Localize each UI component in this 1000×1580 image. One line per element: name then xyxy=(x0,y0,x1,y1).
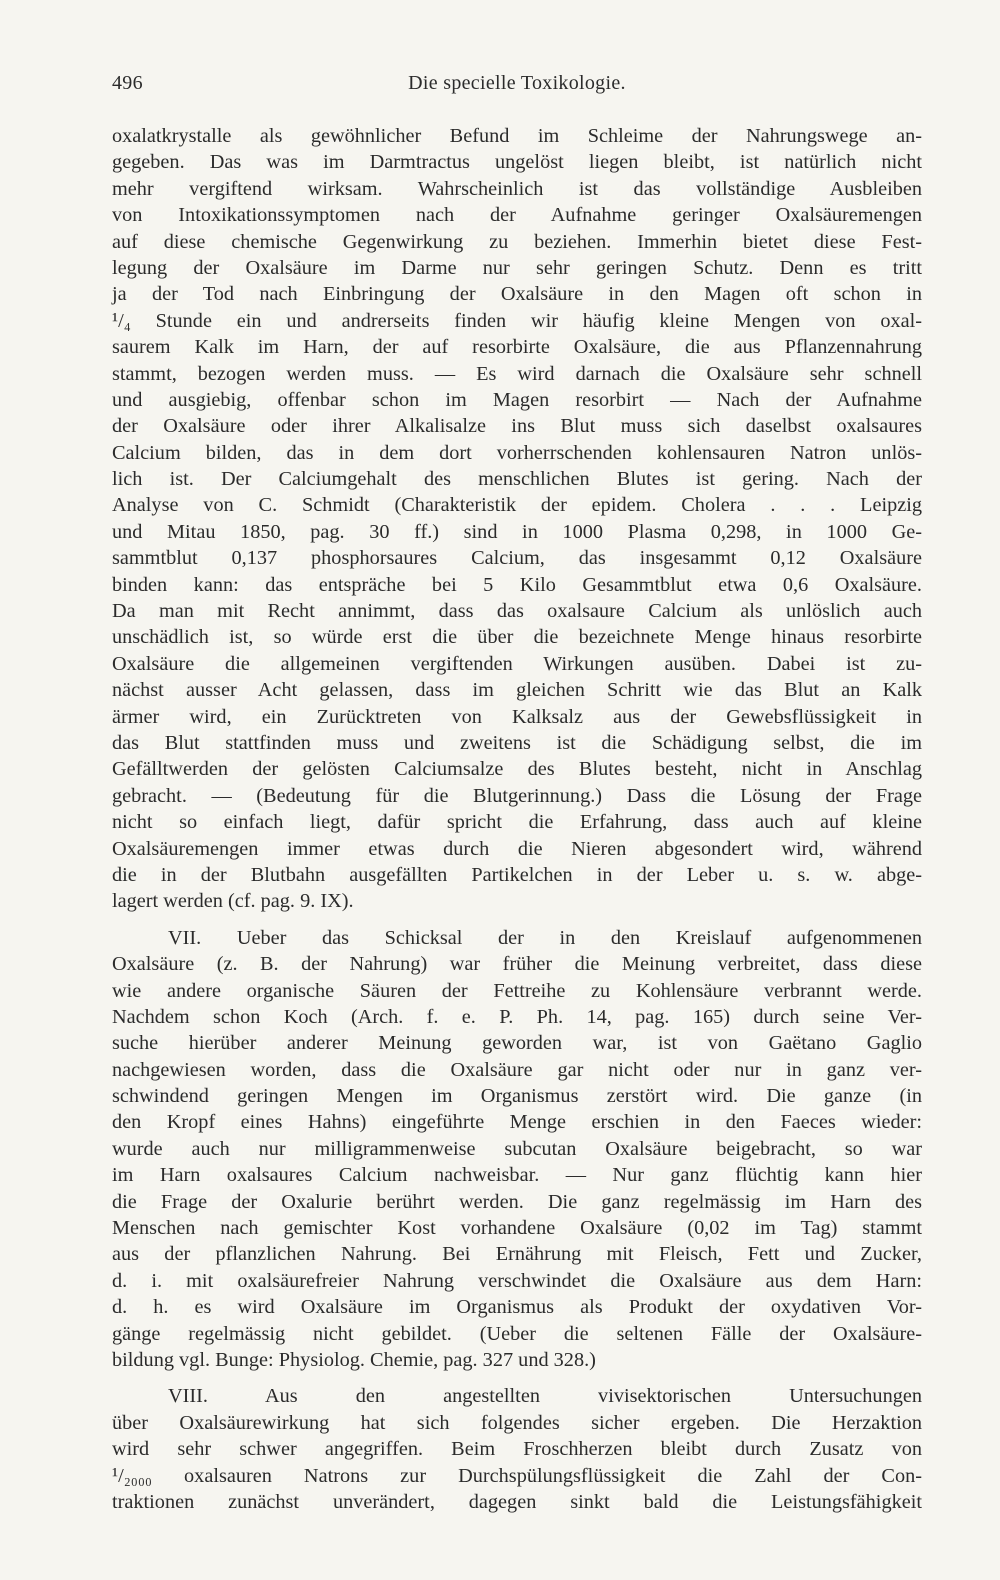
text-line: suche hierüber anderer Meinung geworden war, ist von Gaëtano Gaglio xyxy=(112,1032,922,1055)
page-header xyxy=(112,72,922,102)
text-line: saurem Kalk im Harn, der auf resorbirte Oxalsäure, die aus Pflanzennahrung xyxy=(112,336,922,359)
text-line: Oxalsäuremengen immer etwas durch die Nieren abgesondert wird, während xyxy=(112,837,922,860)
text-line: d. h. es wird Oxalsäure im Organismus als Produkt der oxydativen Vor- xyxy=(112,1296,922,1319)
text-line: gebracht. — (Bedeutung für die Blutgerinnung.) Dass die Lösung der Frage xyxy=(112,784,922,807)
text-line: der Oxalsäure oder ihrer Alkalisalze ins Blut muss sich daselbst oxalsaures xyxy=(112,415,922,438)
text-line: stammt, bezogen werden muss. — Es wird darnach die Oxalsäure sehr schnell xyxy=(112,362,922,385)
text-line: VII. Ueber das Schicksal der in den Kreislauf aufgenommenen xyxy=(168,926,922,949)
text-line: die in der Blutbahn ausgefällten Partikelchen in der Leber u. s. w. abge- xyxy=(112,863,922,886)
text-line: ¹/₂₀₀₀ oxalsauren Natrons zur Durchspülungsflüssigkeit die Zahl der Con- xyxy=(112,1464,922,1487)
text-line: traktionen zunächst unverändert, dagegen sinkt bald die Leistungsfähigkeit xyxy=(112,1490,922,1513)
text-line: Oxalsäure die allgemeinen vergiftenden Wirkungen ausüben. Dabei ist zu- xyxy=(112,652,922,675)
body-text xyxy=(112,123,922,1515)
text-line: lagert werden (cf. pag. 9. IX). xyxy=(112,890,354,913)
running-title: Die specielle Toxikologie. xyxy=(408,72,626,94)
text-line: Gefälltwerden der gelösten Calciumsalze des Blutes besteht, nicht in Anschlag xyxy=(112,758,922,781)
text-line: Analyse von C. Schmidt (Charakteristik der epidem. Cholera . . . Leipzig xyxy=(112,494,922,517)
text-line: und ausgiebig, offenbar schon im Magen resorbirt — Nach der Aufnahme xyxy=(112,388,922,411)
text-line: binden kann: das entspräche bei 5 Kilo Gesammtblut etwa 0,6 Oxalsäure. xyxy=(112,573,922,596)
text-line: nächst ausser Acht gelassen, dass im gleichen Schritt wie das Blut an Kalk xyxy=(112,679,922,702)
text-line: Calcium bilden, das in dem dort vorherrschenden kohlensauren Natron unlös- xyxy=(112,441,922,464)
text-line: Menschen nach gemischter Kost vorhandene Oxalsäure (0,02 im Tag) stammt xyxy=(112,1217,922,1240)
text-line: oxalatkrystalle als gewöhnlicher Befund im Schleime der Nahrungswege an- xyxy=(112,125,922,147)
text-line: das Blut stattfinden muss und zweitens ist die Schädigung selbst, die im xyxy=(112,731,922,754)
text-line: sammtblut 0,137 phosphorsaures Calcium, das insgesammt 0,12 Oxalsäure xyxy=(112,547,922,570)
text-line: ärmer wird, ein Zurücktreten von Kalksalz aus der Gewebsflüssigkeit in xyxy=(112,705,922,728)
paragraph-gap xyxy=(112,1373,922,1383)
text-line: nachgewiesen worden, dass die Oxalsäure gar nicht oder nur in ganz ver- xyxy=(112,1058,922,1081)
text-line: gegeben. Das was im Darmtractus ungelöst liegen bleibt, ist natürlich nicht xyxy=(112,151,922,174)
text-line: wie andere organische Säuren der Fettreihe zu Kohlensäure verbrannt werde. xyxy=(112,979,922,1002)
text-line: nicht so einfach liegt, dafür spricht die Erfahrung, dass auch auf kleine xyxy=(112,811,922,834)
text-line: VIII. Aus den angestellten vivisektorischen Untersuchungen xyxy=(168,1385,922,1408)
text-line: im Harn oxalsaures Calcium nachweisbar. — Nur ganz flüchtig kann hier xyxy=(112,1164,922,1187)
text-line: Nachdem schon Koch (Arch. f. e. P. Ph. 14, pag. 165) durch seine Ver- xyxy=(112,1005,922,1028)
text-line: bildung vgl. Bunge: Physiolog. Chemie, pag. 327 und 328.) xyxy=(112,1348,596,1371)
text-line: unschädlich ist, so würde erst die über die bezeichnete Menge hinaus resorbirte xyxy=(112,626,922,649)
text-line: über Oxalsäurewirkung hat sich folgendes sicher ergeben. Die Herzaktion xyxy=(112,1411,922,1434)
text-line: gänge regelmässig nicht gebildet. (Ueber die seltenen Fälle der Oxalsäure- xyxy=(112,1322,922,1345)
text-line: legung der Oxalsäure im Darme nur sehr geringen Schutz. Denn es tritt xyxy=(112,256,922,279)
text-line: mehr vergiftend wirksam. Wahrscheinlich ist das vollständige Ausbleiben xyxy=(112,177,922,200)
text-line: den Kropf eines Hahns) eingeführte Menge erschien in den Faeces wieder: xyxy=(112,1111,922,1134)
paragraph-vii xyxy=(112,925,922,1374)
text-line: die Frage der Oxalurie berührt werden. Die ganz regelmässig im Harn des xyxy=(112,1190,922,1213)
text-line: auf diese chemische Gegenwirkung zu beziehen. Immerhin bietet diese Fest- xyxy=(112,230,922,253)
paragraph-viii xyxy=(112,1383,922,1515)
text-line: schwindend geringen Mengen im Organismus zerstört wird. Die ganze (in xyxy=(112,1085,922,1108)
text-line: ¹/₄ Stunde ein und andrerseits finden wir häufig kleine Mengen von oxal- xyxy=(112,309,922,332)
text-line: lich ist. Der Calciumgehalt des menschlichen Blutes ist gering. Nach der xyxy=(112,468,922,491)
text-line: wird sehr schwer angegriffen. Beim Froschherzen bleibt durch Zusatz von xyxy=(112,1438,922,1461)
text-line: von Intoxikationssymptomen nach der Aufnahme geringer Oxalsäuremengen xyxy=(112,204,922,227)
text-line: Oxalsäure (z. B. der Nahrung) war früher die Meinung verbreitet, dass diese xyxy=(112,953,922,976)
paragraph-1 xyxy=(112,123,922,915)
text-line: d. i. mit oxalsäurefreier Nahrung verschwindet die Oxalsäure aus dem Harn: xyxy=(112,1269,922,1292)
text-line: und Mitau 1850, pag. 30 ff.) sind in 1000 Plasma 0,298, in 1000 Ge- xyxy=(112,520,922,543)
text-line: wurde auch nur milligrammenweise subcutan Oxalsäure beigebracht, so war xyxy=(112,1137,922,1160)
text-line: Da man mit Recht annimmt, dass das oxalsaure Calcium als unlöslich auch xyxy=(112,600,922,623)
paragraph-gap xyxy=(112,915,922,925)
page-number: 496 xyxy=(112,72,143,94)
text-line: ja der Tod nach Einbringung der Oxalsäure in den Magen oft schon in xyxy=(112,283,922,306)
text-line: aus der pflanzlichen Nahrung. Bei Ernährung mit Fleisch, Fett und Zucker, xyxy=(112,1243,922,1266)
